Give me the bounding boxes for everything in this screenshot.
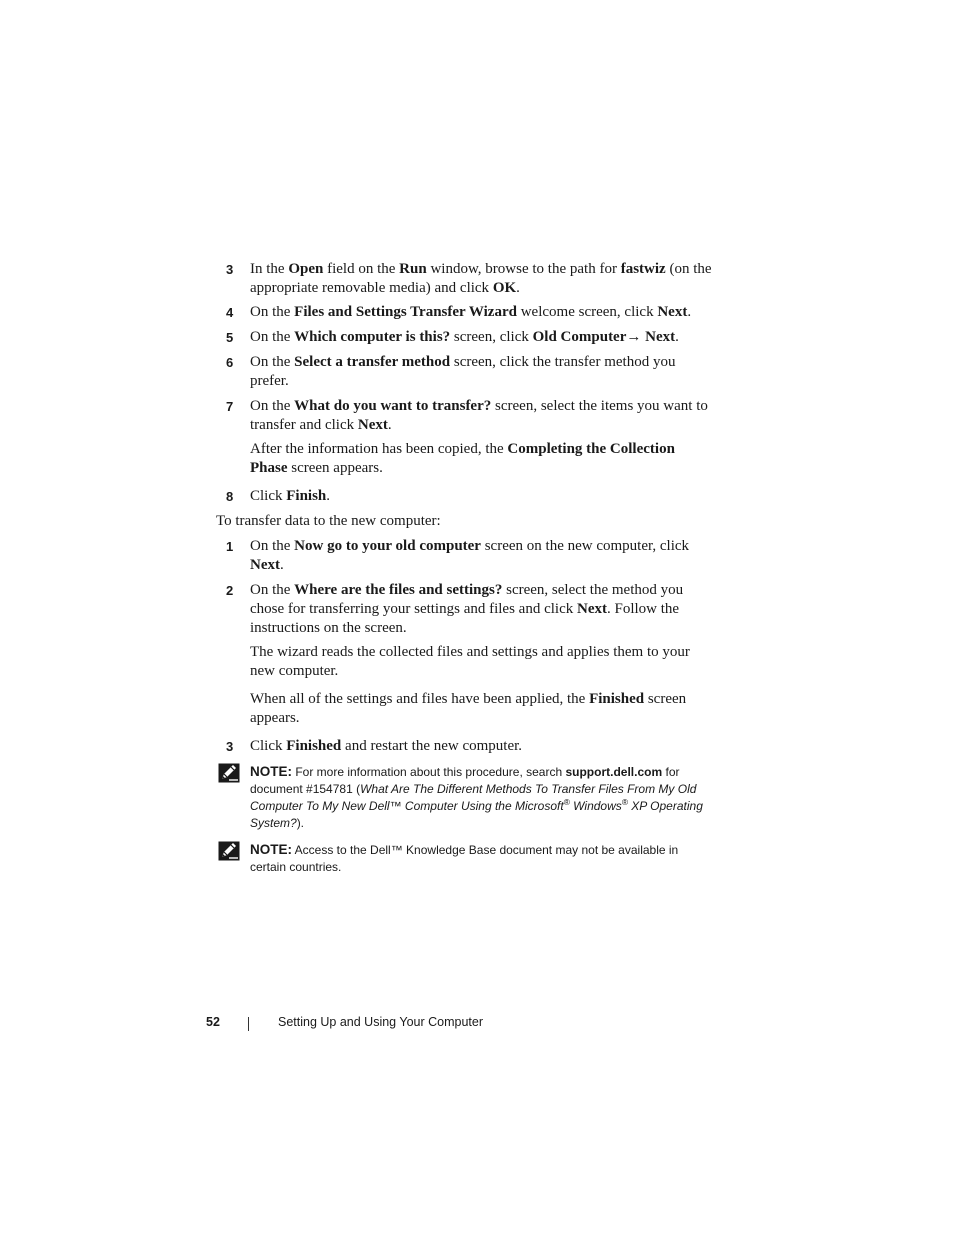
- text-run: Old Computer: [532, 329, 627, 345]
- text-run: Finish: [286, 488, 327, 504]
- text-run: Open: [288, 261, 324, 277]
- note-content: [250, 843, 678, 874]
- note-text: [250, 763, 716, 832]
- page-number: 52: [206, 1015, 220, 1029]
- text-run: On the: [250, 354, 295, 370]
- note-content: [250, 765, 703, 830]
- text-run: Windows: [569, 799, 622, 813]
- step-number: 6: [226, 355, 234, 370]
- step-text: [250, 487, 716, 506]
- step-text: [250, 260, 716, 298]
- text-run: Now go to your old computer: [294, 538, 481, 554]
- note-label: NOTE:: [250, 764, 292, 779]
- text-run: Next: [357, 417, 388, 433]
- text-run: . Follow the instructions on the screen.: [250, 601, 680, 636]
- text-run: Click: [250, 738, 287, 754]
- text-run: Finished: [286, 738, 342, 754]
- text-run: screen, select the method you chose for transferring your settings and files and click: [250, 582, 684, 617]
- text-run: After the information has been copied, the: [250, 441, 508, 457]
- step-number: 3: [226, 262, 234, 277]
- text-run: and restart the new computer.: [341, 738, 523, 754]
- text-run: The wizard reads the collected files and settings and applies them to your new computer.: [250, 644, 690, 679]
- step-number: 1: [226, 539, 234, 554]
- text-run: Files and Settings Transfer Wizard: [294, 304, 517, 320]
- note-pencil-icon: [218, 841, 240, 861]
- text-run: support.dell.com: [565, 765, 663, 779]
- text-run: Which computer is this?: [294, 329, 451, 345]
- text-run: welcome screen, click: [516, 304, 658, 320]
- step-text: [250, 303, 716, 322]
- step-text: [250, 537, 716, 575]
- step-number: 7: [226, 399, 234, 414]
- step-text: [250, 353, 716, 391]
- footer-divider: [248, 1017, 249, 1031]
- text-run: Next: [657, 304, 688, 320]
- step-number: 4: [226, 305, 234, 320]
- text-run: .: [516, 280, 520, 296]
- text-run: fastwiz: [620, 261, 666, 277]
- note-label: NOTE:: [250, 842, 292, 857]
- text-run: window, browse to the path for: [426, 261, 621, 277]
- text-run: XP Operating System?: [250, 799, 703, 830]
- text-run: screen appears.: [250, 691, 687, 726]
- footer-section-title: Setting Up and Using Your Computer: [278, 1015, 483, 1029]
- text-run: (on the appropriate removable media) and click: [250, 261, 712, 296]
- text-run: Finished: [589, 691, 645, 707]
- text-run: When all of the settings and files have been applied, the: [250, 691, 590, 707]
- text-run: Select a transfer method: [294, 354, 451, 370]
- text-run: →: [626, 329, 646, 345]
- text-run: In the: [250, 261, 289, 277]
- text-run: ®: [621, 797, 628, 807]
- text-run: .: [387, 417, 392, 433]
- text-run: On the: [250, 304, 295, 320]
- text-run: screen, click: [450, 329, 533, 345]
- text-run: Run: [399, 261, 427, 277]
- step-number: 2: [226, 583, 234, 598]
- finished-paragraph: [250, 690, 716, 728]
- text-run: field on the: [323, 261, 400, 277]
- text-run: What do you want to transfer?: [294, 398, 492, 414]
- text-run: screen appears.: [287, 460, 383, 476]
- text-run: Next: [576, 601, 607, 617]
- text-run: ).: [296, 816, 305, 830]
- collection-phase-paragraph: [250, 440, 716, 478]
- text-run: Next: [250, 557, 280, 573]
- step-number: 5: [226, 330, 234, 345]
- text-run: for document #154781 (: [250, 765, 680, 796]
- intro-paragraph: To transfer data to the new computer:: [216, 513, 441, 529]
- text-run: On the: [250, 582, 295, 598]
- wizard-paragraph: [250, 643, 716, 681]
- text-run: Completing the Collection Phase: [250, 441, 675, 476]
- text-run: Click: [250, 488, 287, 504]
- step-text: [250, 328, 716, 347]
- text-run: .: [687, 304, 692, 320]
- step-number: 3: [226, 739, 234, 754]
- text-run: ®: [563, 797, 570, 807]
- text-run: .: [675, 329, 679, 345]
- text-run: On the: [250, 538, 295, 554]
- text-run: Next: [645, 329, 676, 345]
- text-run: For more information about this procedure, search: [292, 765, 566, 779]
- text-run: Access to the Dell™ Knowledge Base document may not be available in certain countries.: [250, 843, 679, 874]
- text-run: screen, click the transfer method you prefer.: [250, 354, 676, 389]
- text-run: Where are the files and settings?: [294, 582, 503, 598]
- text-run: screen on the new computer, click: [480, 538, 690, 554]
- text-run: OK: [492, 280, 517, 296]
- text-run: screen, select the items you want to transfer and click: [250, 398, 708, 433]
- text-run: .: [280, 557, 284, 573]
- note-pencil-icon: [218, 763, 240, 783]
- text-run: On the: [250, 329, 295, 345]
- step-text: [250, 737, 716, 756]
- step-text: [250, 397, 716, 435]
- note-text: [250, 841, 716, 876]
- step-number: 8: [226, 489, 234, 504]
- step-text: [250, 581, 716, 638]
- text-run: What Are The Different Methods To Transfer Files From My Old Computer To My New Dell™ Computer Using the Microsoft: [250, 782, 697, 813]
- text-run: .: [326, 488, 331, 504]
- text-run: On the: [250, 398, 295, 414]
